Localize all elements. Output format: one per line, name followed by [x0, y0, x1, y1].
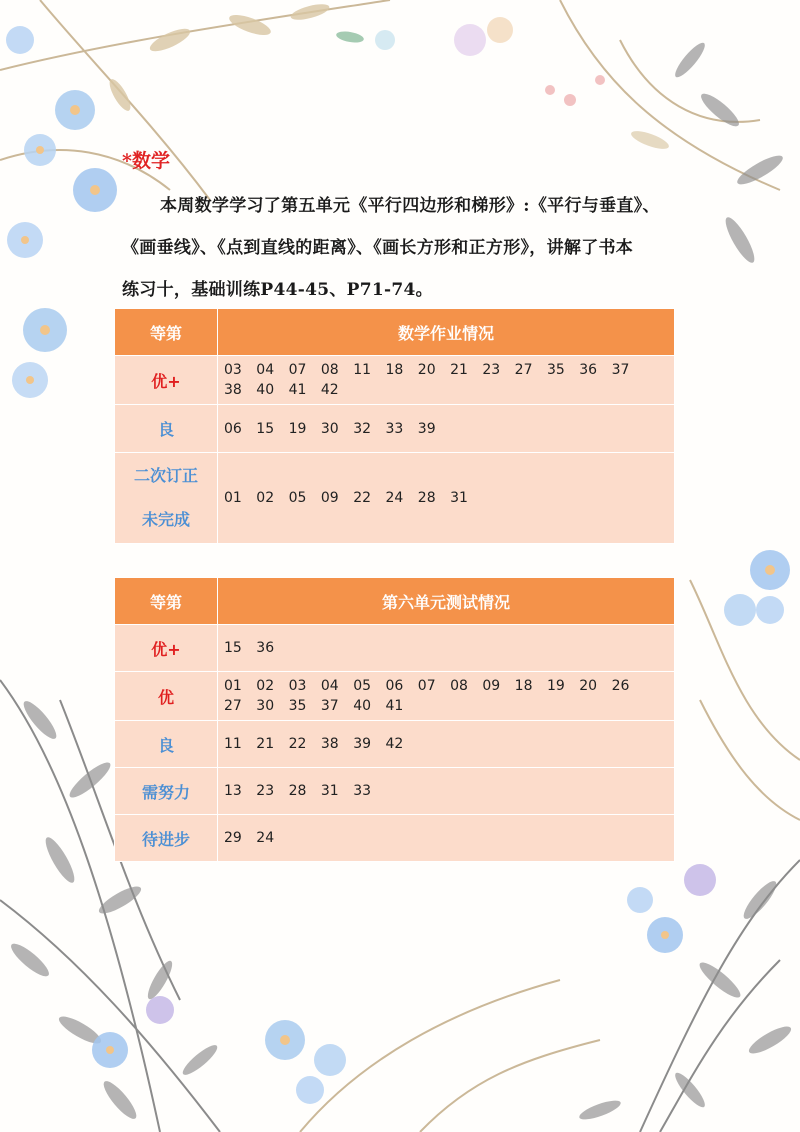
grade-cell: 优+ [115, 356, 218, 405]
student-number: 09 [320, 490, 339, 506]
number-list [224, 828, 666, 848]
student-number: 07 [288, 362, 307, 378]
student-number: 40 [353, 698, 372, 714]
student-number: 02 [256, 678, 275, 694]
student-number: 31 [320, 783, 339, 799]
student-numbers-cell [218, 453, 675, 544]
student-number: 15 [256, 420, 275, 437]
student-number: 23 [256, 783, 275, 799]
table-header-row [115, 578, 675, 625]
student-number: 35 [546, 362, 565, 378]
student-number: 18 [385, 362, 404, 378]
student-number: 02 [256, 490, 275, 506]
student-numbers-cell [218, 721, 675, 768]
student-number: 27 [224, 698, 242, 714]
table-row [115, 625, 675, 672]
student-number: 28 [417, 490, 436, 506]
student-number: 11 [224, 736, 242, 752]
student-number: 05 [288, 490, 307, 506]
student-number: 35 [288, 698, 307, 714]
student-number: 36 [256, 640, 275, 656]
student-number: 15 [224, 640, 242, 656]
student-number: 27 [514, 362, 533, 378]
grade-cell: 待进步 [115, 815, 218, 862]
student-number: 22 [288, 736, 307, 752]
student-number: 39 [417, 420, 436, 437]
student-number: 19 [288, 420, 307, 437]
student-number: 19 [546, 678, 565, 694]
student-number: 04 [256, 362, 275, 378]
header-grade-cell: 等第 [115, 309, 218, 356]
student-number: 30 [320, 420, 339, 437]
student-number: 33 [353, 783, 372, 799]
header-title-cell: 第六单元测试情况 [218, 578, 675, 625]
unit-test-table [114, 577, 675, 862]
student-number: 20 [579, 678, 598, 694]
student-number: 23 [482, 362, 501, 378]
grade-cell: 需努力 [115, 768, 218, 815]
number-list [224, 676, 666, 716]
grade-cell [115, 453, 218, 544]
number-list [224, 419, 666, 439]
student-numbers-cell [218, 625, 675, 672]
grade-cell: 良 [115, 721, 218, 768]
student-number: 37 [611, 362, 630, 378]
summary-line-3: 练习十，基础训练P44-45、P71-74。 [122, 280, 433, 300]
student-number: 08 [320, 362, 339, 378]
student-number: 31 [450, 490, 468, 506]
student-number: 28 [288, 783, 307, 799]
student-number: 03 [288, 678, 307, 694]
number-list [224, 734, 666, 754]
student-number: 26 [611, 678, 630, 694]
student-number: 38 [224, 382, 242, 398]
student-number: 24 [256, 830, 275, 846]
student-number: 37 [320, 698, 339, 714]
table-header-row [115, 309, 675, 356]
student-number: 21 [256, 736, 275, 752]
student-numbers-cell [218, 356, 675, 405]
student-numbers-cell [218, 815, 675, 862]
student-number: 42 [320, 382, 339, 398]
star-marker: * [122, 150, 132, 172]
homework-table [114, 308, 675, 544]
student-number: 05 [353, 678, 372, 694]
student-number: 20 [417, 362, 436, 378]
subject-heading [122, 146, 170, 173]
number-list [224, 360, 666, 400]
student-number: 36 [579, 362, 598, 378]
student-number: 29 [224, 830, 242, 846]
grade-cell: 优+ [115, 625, 218, 672]
student-number: 24 [385, 490, 404, 506]
student-number: 38 [320, 736, 339, 752]
table-row [115, 721, 675, 768]
number-list [224, 638, 666, 658]
student-number: 40 [256, 382, 275, 398]
student-number: 18 [514, 678, 533, 694]
student-number: 13 [224, 783, 242, 799]
student-number: 01 [224, 678, 242, 694]
table-row [115, 405, 675, 453]
number-list [224, 781, 666, 801]
student-number: 03 [224, 362, 242, 378]
table-row [115, 453, 675, 544]
student-number: 07 [417, 678, 436, 694]
student-number: 06 [385, 678, 404, 694]
grade-cell: 优 [115, 672, 218, 721]
student-number: 42 [385, 736, 404, 752]
student-number: 06 [224, 420, 242, 437]
student-numbers-cell [218, 768, 675, 815]
student-number: 08 [450, 678, 468, 694]
student-number: 04 [320, 678, 339, 694]
student-number: 30 [256, 698, 275, 714]
student-number: 11 [353, 362, 372, 378]
table-row [115, 815, 675, 862]
student-number: 32 [353, 420, 372, 437]
student-numbers-cell [218, 672, 675, 721]
grade-label-line-2: 未完成 [141, 510, 190, 529]
student-number: 41 [288, 382, 307, 398]
student-number: 21 [450, 362, 468, 378]
header-grade-cell: 等第 [115, 578, 218, 625]
table-row [115, 768, 675, 815]
student-number: 22 [353, 490, 372, 506]
student-number: 09 [482, 678, 501, 694]
student-number: 41 [385, 698, 404, 714]
summary-line-2: 《画垂线》、《点到直线的距离》、《画长方形和正方形》，讲解了书本 [122, 238, 634, 258]
table-row [115, 672, 675, 721]
summary-line-1: 本周数学学习了第五单元《平行四边形和梯形》:《平行与垂直》、 [160, 196, 660, 216]
grade-label-line-1: 二次订正 [133, 466, 198, 485]
student-number: 01 [224, 490, 242, 506]
student-number: 39 [353, 736, 372, 752]
subject-title: 数学 [131, 150, 170, 172]
number-list [224, 488, 666, 508]
header-title-cell: 数学作业情况 [218, 309, 675, 356]
table-row [115, 356, 675, 405]
student-number: 33 [385, 420, 404, 437]
grade-cell: 良 [115, 405, 218, 453]
student-numbers-cell [218, 405, 675, 453]
